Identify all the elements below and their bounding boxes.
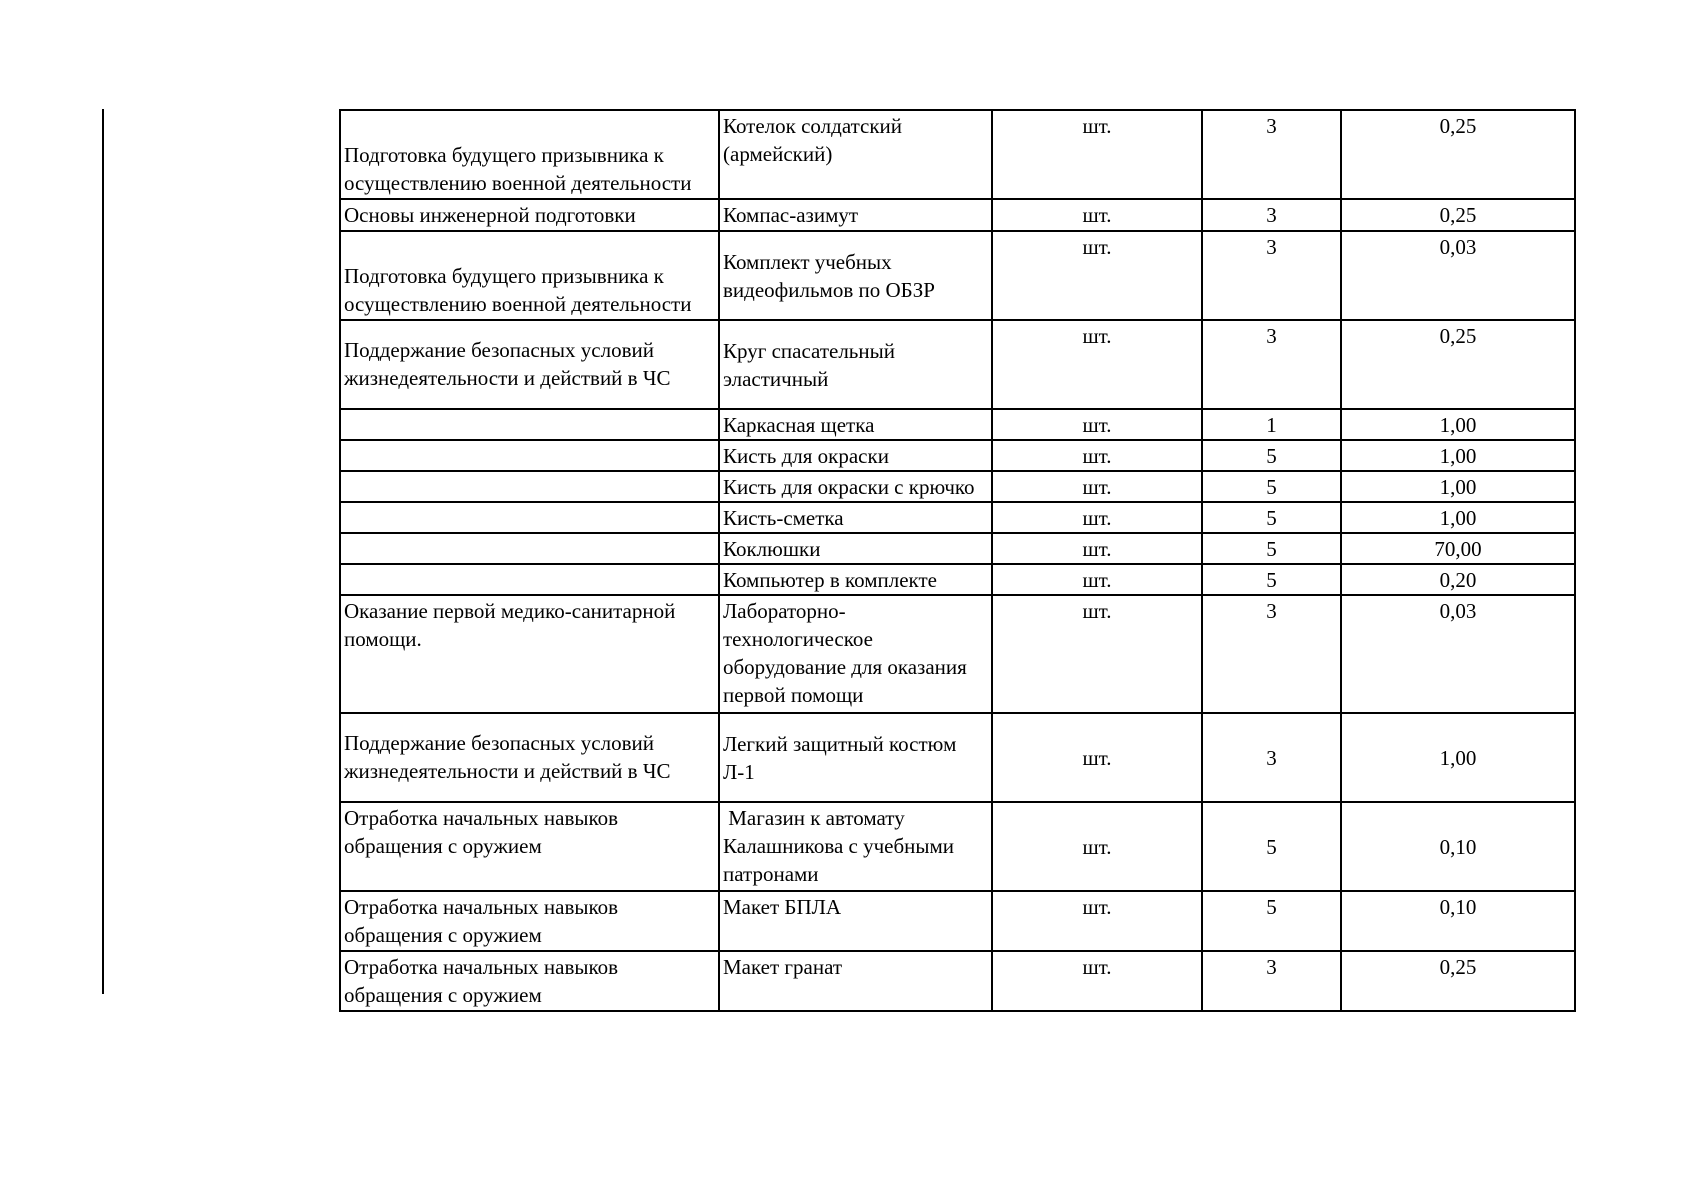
item-cell: Коклюшки [719, 533, 992, 564]
unit-cell: шт. [992, 440, 1202, 471]
table-row [340, 595, 1575, 713]
coef-cell: 0,25 [1341, 951, 1575, 1011]
qty-cell: 3 [1202, 713, 1341, 802]
table-row [340, 440, 1575, 471]
section-cell [340, 502, 719, 533]
coef-cell: 1,00 [1341, 713, 1575, 802]
section-cell [340, 564, 719, 595]
coef-cell: 0,10 [1341, 802, 1575, 891]
coef-cell: 1,00 [1341, 440, 1575, 471]
item-cell: Каркасная щетка [719, 409, 992, 440]
item-cell: Кисть-сметка [719, 502, 992, 533]
table-row [340, 320, 1575, 409]
coef-cell: 0,25 [1341, 110, 1575, 199]
unit-cell: шт. [992, 564, 1202, 595]
qty-cell: 5 [1202, 440, 1341, 471]
unit-cell: шт. [992, 502, 1202, 533]
coef-cell: 0,10 [1341, 891, 1575, 951]
unit-cell: шт. [992, 891, 1202, 951]
table-row [340, 231, 1575, 320]
qty-cell: 5 [1202, 891, 1341, 951]
left-margin-rule [102, 109, 104, 994]
table-row [340, 533, 1575, 564]
unit-cell: шт. [992, 595, 1202, 713]
table-row [340, 409, 1575, 440]
item-cell: Кисть для окраски с крючко [719, 471, 992, 502]
qty-cell: 5 [1202, 502, 1341, 533]
qty-cell: 3 [1202, 231, 1341, 320]
coef-cell: 1,00 [1341, 471, 1575, 502]
section-cell [340, 533, 719, 564]
unit-cell: шт. [992, 951, 1202, 1011]
qty-cell: 5 [1202, 471, 1341, 502]
section-cell [340, 409, 719, 440]
section-cell: Поддержание безопасных условий жизнедеятельности и действий в ЧС [340, 320, 719, 409]
unit-cell: шт. [992, 533, 1202, 564]
item-cell: Лабораторно-технологическое оборудование для оказания первой помощи [719, 595, 992, 713]
qty-cell: 1 [1202, 409, 1341, 440]
table-row [340, 199, 1575, 231]
coef-cell: 70,00 [1341, 533, 1575, 564]
item-cell: Легкий защитный костюм Л-1 [719, 713, 992, 802]
unit-cell: шт. [992, 409, 1202, 440]
qty-cell: 3 [1202, 199, 1341, 231]
section-cell: Подготовка будущего призывника к осуществлению военной деятельности [340, 231, 719, 320]
unit-cell: шт. [992, 713, 1202, 802]
section-cell: Отработка начальных навыков обращения с оружием [340, 951, 719, 1011]
section-cell: Отработка начальных навыков обращения с оружием [340, 802, 719, 891]
qty-cell: 3 [1202, 951, 1341, 1011]
table-row [340, 502, 1575, 533]
qty-cell: 3 [1202, 110, 1341, 199]
coef-cell: 0,03 [1341, 231, 1575, 320]
section-cell: Подготовка будущего призывника к осуществлению военной деятельности [340, 110, 719, 199]
table-row [340, 802, 1575, 891]
table-row [340, 471, 1575, 502]
unit-cell: шт. [992, 231, 1202, 320]
section-cell: Основы инженерной подготовки [340, 199, 719, 231]
unit-cell: шт. [992, 320, 1202, 409]
coef-cell: 0,03 [1341, 595, 1575, 713]
coef-cell: 0,25 [1341, 199, 1575, 231]
table-row [340, 891, 1575, 951]
coef-cell: 0,25 [1341, 320, 1575, 409]
equipment-table [339, 109, 1576, 1012]
section-cell [340, 440, 719, 471]
item-cell: Кисть для окраски [719, 440, 992, 471]
qty-cell: 5 [1202, 564, 1341, 595]
item-cell: Котелок солдатский (армейский) [719, 110, 992, 199]
unit-cell: шт. [992, 110, 1202, 199]
coef-cell: 0,20 [1341, 564, 1575, 595]
qty-cell: 5 [1202, 802, 1341, 891]
item-cell: Макет БПЛА [719, 891, 992, 951]
unit-cell: шт. [992, 471, 1202, 502]
section-cell [340, 471, 719, 502]
qty-cell: 3 [1202, 595, 1341, 713]
table-row [340, 110, 1575, 199]
item-cell: Компьютер в комплекте [719, 564, 992, 595]
qty-cell: 5 [1202, 533, 1341, 564]
coef-cell: 1,00 [1341, 409, 1575, 440]
table-row [340, 713, 1575, 802]
table-row [340, 564, 1575, 595]
qty-cell: 3 [1202, 320, 1341, 409]
unit-cell: шт. [992, 199, 1202, 231]
section-cell: Оказание первой медико-санитарной помощи. [340, 595, 719, 713]
unit-cell: шт. [992, 802, 1202, 891]
table-row [340, 951, 1575, 1011]
item-cell: Магазин к автомату Калашникова с учебными патронами [719, 802, 992, 891]
item-cell: Компас-азимут [719, 199, 992, 231]
item-cell: Макет гранат [719, 951, 992, 1011]
coef-cell: 1,00 [1341, 502, 1575, 533]
section-cell: Поддержание безопасных условий жизнедеятельности и действий в ЧС [340, 713, 719, 802]
section-cell: Отработка начальных навыков обращения с оружием [340, 891, 719, 951]
item-cell: Комплект учебных видеофильмов по ОБЗР [719, 231, 992, 320]
item-cell: Круг спасательный эластичный [719, 320, 992, 409]
